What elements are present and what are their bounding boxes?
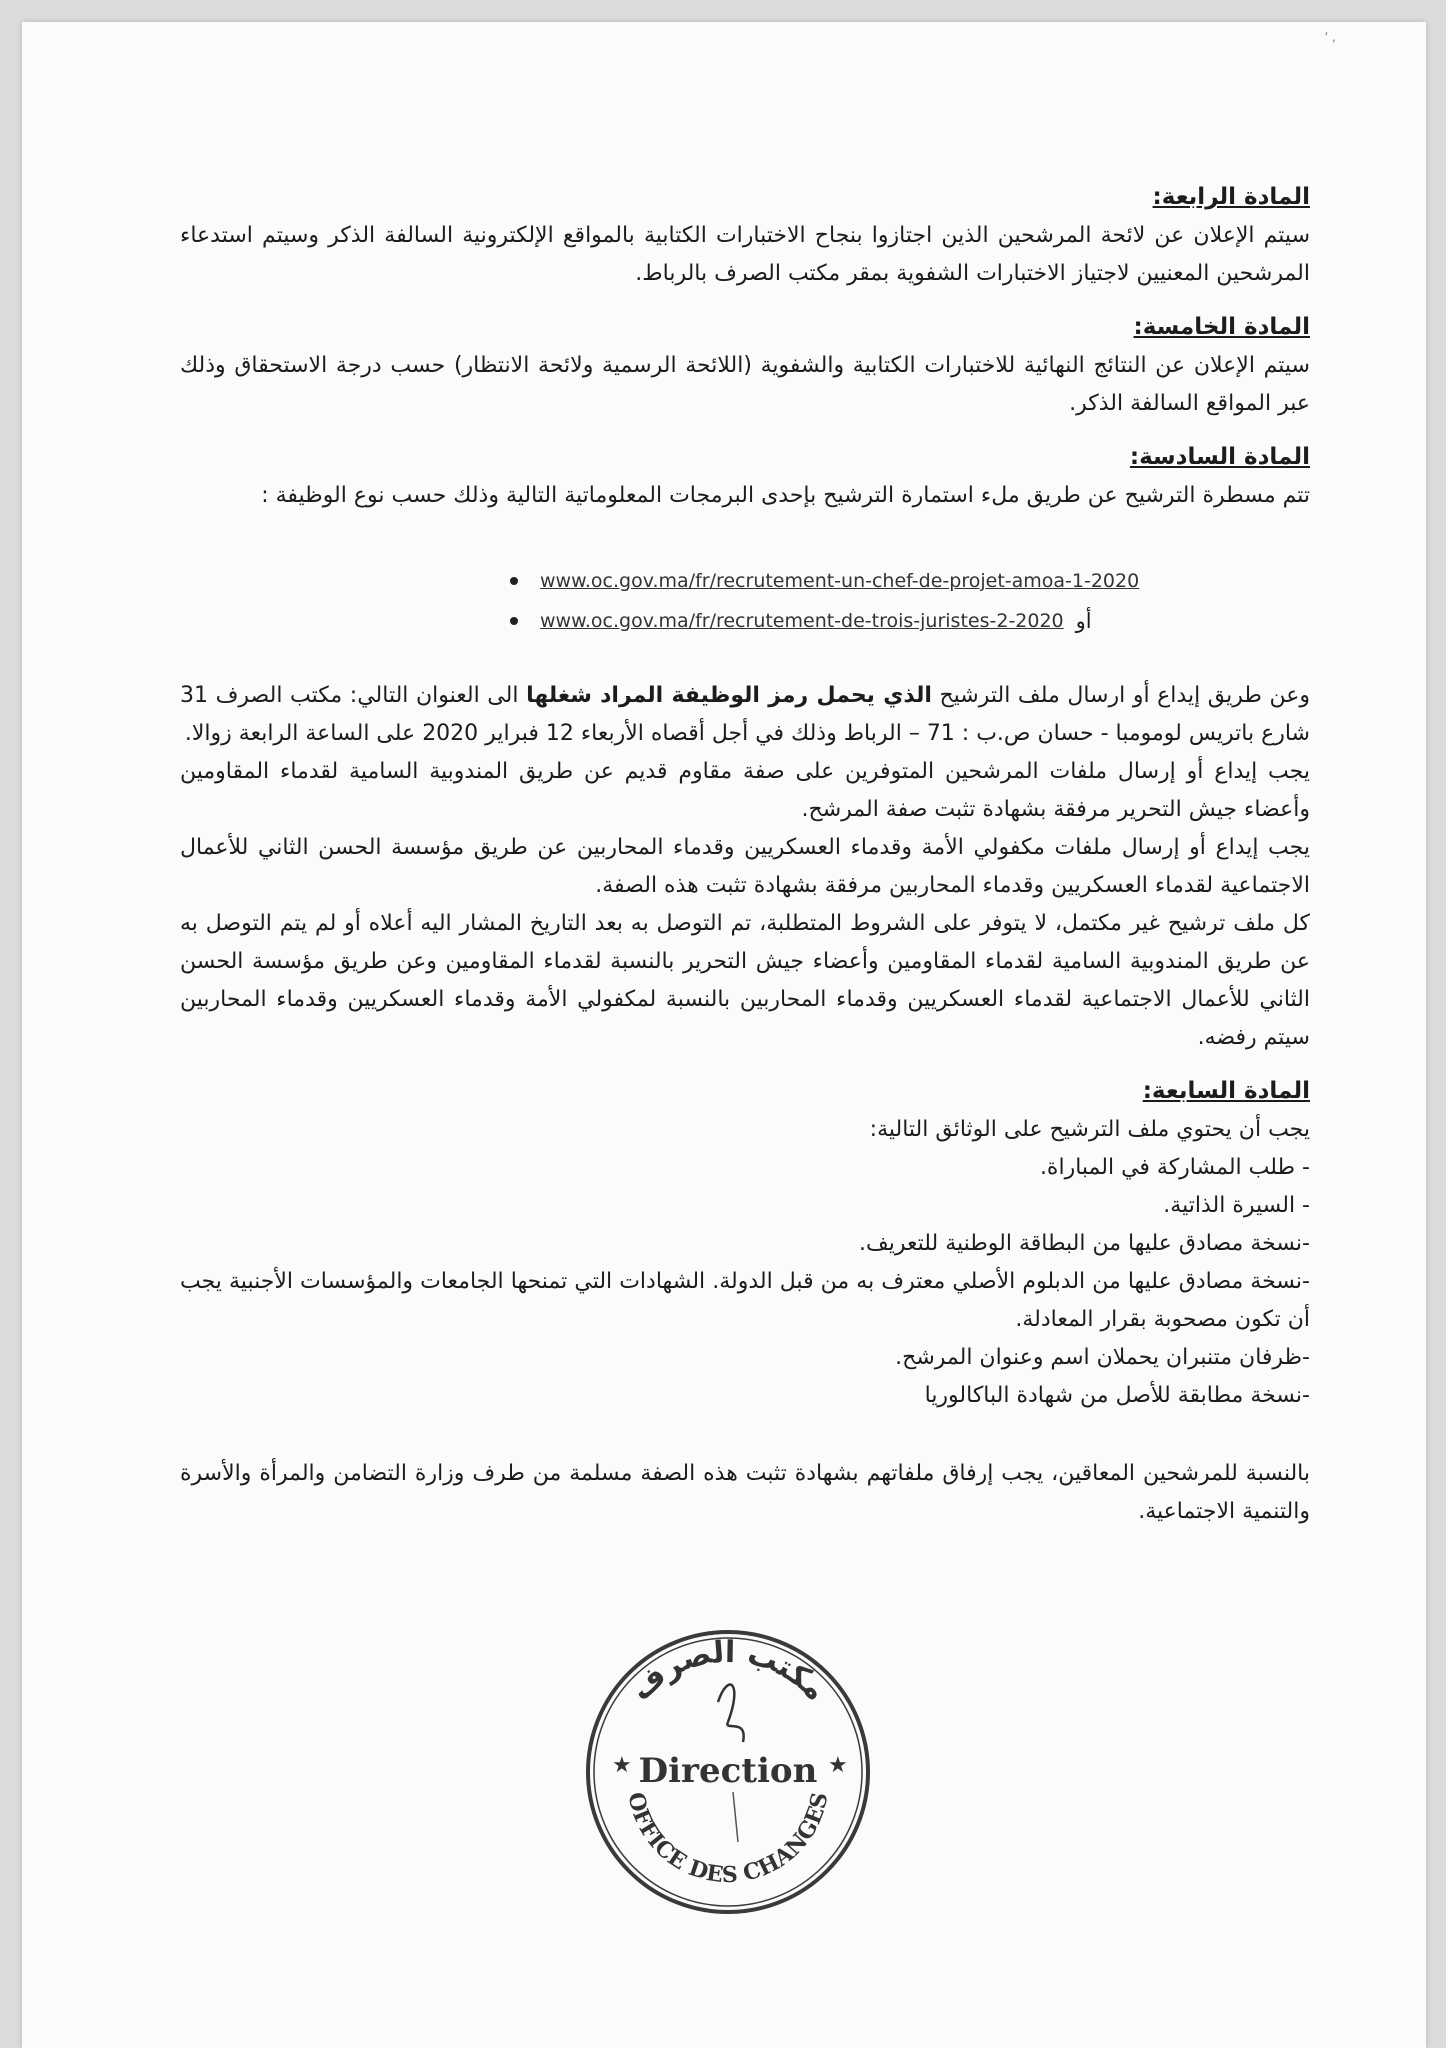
article-5-heading: المادة الخامسة: <box>1133 314 1310 340</box>
or-label: أو <box>1075 609 1092 633</box>
list-item: - طلب المشاركة في المباراة. <box>1039 1155 1310 1180</box>
wards-paragraph: يجب إيداع أو إرسال ملفات مكفولي الأمة وقدماء العسكريين وقدماء المحاربين عن طريق مؤسسة الحسن الثاني للأعمال الاجتماعية لقدماء العسكريين وقدماء المحاربين مرفقة بشهادة تثبت هذه الصفة. <box>180 835 1310 898</box>
article-5-text: سيتم الإعلان عن النتائج النهائية للاختبارات الكتابية والشفوية (اللائحة الرسمية ولائحة الانتظار) حسب درجة الاستحقاق وذلك عبر المواقع السالفة الذكر. <box>180 353 1310 416</box>
link-chef-de-projet[interactable]: www.oc.gov.ma/fr/recrutement-un-chef-de-projet-amoa-1-2020 <box>540 570 1140 592</box>
deposit-text-bold: الذي يحمل رمز الوظيفة المراد شغلها <box>526 683 932 708</box>
article-6 <box>180 437 1310 1057</box>
required-documents-list <box>180 1149 1310 1415</box>
link-item-2 <box>510 601 1310 641</box>
list-item: -ظرفان متنبران يحملان اسم وعنوان المرشح. <box>895 1345 1310 1370</box>
incomplete-file-paragraph: كل ملف ترشيح غير مكتمل، لا يتوفر على الشروط المتطلبة، تم التوصل به بعد التاريخ المشار اليه أعلاه أو لم يتم التوصل به عن طريق المندوبية السامية لقدماء المقاومين وأعضاء جيش التحرير بالنسبة لقدماء المقاومين وعن طريق مؤسسة الحسن الثاني للأعمال الاجتماعية لقدماء العسكريين وقدماء المحاربين بالنسبة لمكفولي الأمة وقدماء العسكريين وقدماء المحاربين سيتم رفضه. <box>180 911 1310 1050</box>
bullet-icon <box>510 577 518 585</box>
resistants-paragraph: يجب إيداع أو إرسال ملفات المرشحين المتوفرين على صفة مقاوم قديم عن طريق المندوبية السامية لقدماء المقاومين وأعضاء جيش التحرير مرفقة بشهادة تثبت صفة المرشح. <box>180 759 1310 822</box>
disabled-candidates-paragraph: بالنسبة للمرشحين المعاقين، يجب إرفاق ملفاتهم بشهادة تثبت هذه الصفة مسلمة من طرف وزارة التضامن والمرأة والأسرة والتنمية الاجتماعية. <box>180 1461 1310 1524</box>
signature-stroke <box>733 1792 738 1842</box>
stamp-center-text: Direction <box>638 1751 818 1791</box>
article-7 <box>180 1071 1310 1531</box>
article-7-heading: المادة السابعة: <box>1142 1078 1310 1104</box>
list-item: - السيرة الذاتية. <box>1163 1193 1310 1218</box>
application-links <box>180 561 1310 641</box>
deposit-text-a: وعن طريق إيداع أو ارسال ملف الترشيح <box>931 683 1310 708</box>
stamp-top-text: مكتب الصرف <box>623 1634 834 1708</box>
office-stamp <box>578 1622 878 1922</box>
list-item: -نسخة مصادق عليها من الدبلوم الأصلي معترف به من قبل الدولة. الشهادات التي تمنحها الجامعات والمؤسسات الأجنبية يجب أن تكون مصحوبة بقرار المعادلة. <box>180 1269 1310 1332</box>
article-4-heading: المادة الرابعة: <box>1152 184 1310 210</box>
star-icon: ★ <box>612 1753 632 1778</box>
scan-mark: ‘ , <box>1324 30 1336 44</box>
deposit-text-b: الى العنوان التالي: مكتب الصرف 31 شارع باتريس لومومبا - حسان ص.ب : 71 – الرباط وذلك في أجل أقصاه الأربعاء 12 فبراير 2020 على الساعة الرابعة زوالا. <box>180 683 1310 746</box>
signature-mark <box>718 1685 744 1742</box>
deposit-instructions <box>180 677 1310 753</box>
document-page <box>22 22 1426 2048</box>
list-item: -نسخة مطابقة للأصل من شهادة الباكالوريا <box>924 1383 1310 1408</box>
article-7-intro: يجب أن يحتوي ملف الترشيح على الوثائق التالية: <box>869 1117 1310 1142</box>
link-juristes[interactable]: www.oc.gov.ma/fr/recrutement-de-trois-juristes-2-2020 <box>540 610 1064 632</box>
article-4 <box>180 177 1310 293</box>
document-body <box>180 177 1310 1545</box>
list-item: -نسخة مصادق عليها من البطاقة الوطنية للتعريف. <box>858 1231 1310 1256</box>
article-6-heading: المادة السادسة: <box>1129 444 1310 470</box>
article-5 <box>180 307 1310 423</box>
stamp-bottom-text: OFFICE DES CHANGES <box>622 1789 834 1889</box>
bullet-icon <box>510 617 518 625</box>
article-4-text: سيتم الإعلان عن لائحة المرشحين الذين اجتازوا بنجاح الاختبارات الكتابية بالمواقع الإلكترونية السالفة الذكر وسيتم استدعاء المرشحين المعنيين لاجتياز الاختبارات الشفوية بمقر مكتب الصرف بالرباط. <box>180 223 1310 286</box>
link-item-1 <box>510 561 1310 601</box>
star-icon: ★ <box>828 1753 848 1778</box>
article-6-text: تتم مسطرة الترشيح عن طريق ملء استمارة الترشيح بإحدى البرمجات المعلوماتية التالية وذلك حسب نوع الوظيفة : <box>261 483 1310 508</box>
